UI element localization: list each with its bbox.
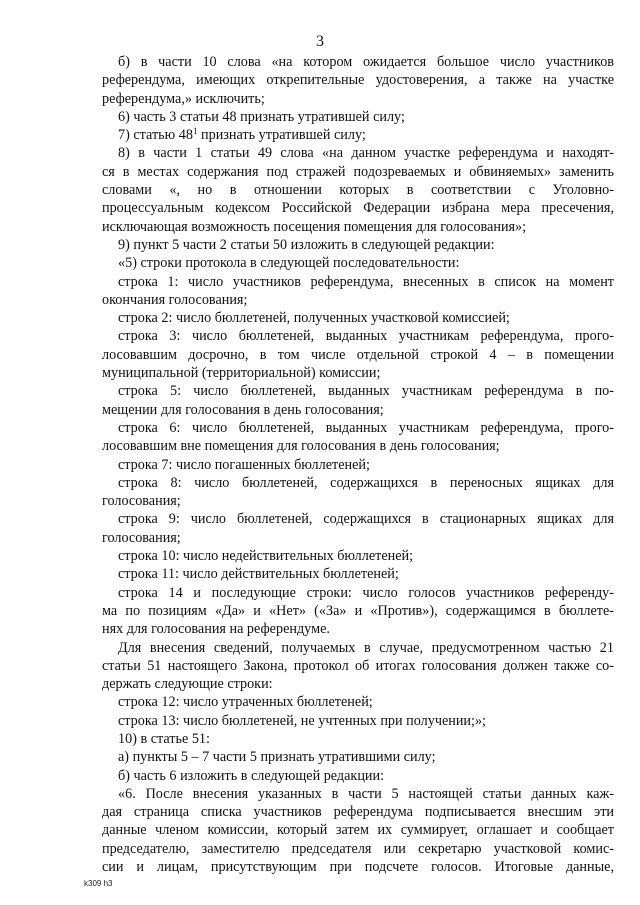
text-line (118, 693, 614, 711)
line-text: строка 13: число бюллетеней, не учтенных при получении;»; (118, 712, 487, 729)
text-line (102, 401, 614, 419)
line-text: нях для голосования на референдуме. (102, 621, 330, 638)
footer-code: k309 h3 (84, 879, 113, 888)
text-line (118, 53, 614, 71)
line-text: строка 8: число бюллетеней, содержащихся в переносных ящиках для (118, 474, 614, 491)
text-line (102, 71, 614, 89)
line-text: строка 11: число действительных бюллетеней; (118, 566, 399, 583)
line-text: мещении для голосования в день голосования; (102, 401, 384, 418)
line-text: муниципальной (территориальной) комиссии; (102, 365, 381, 382)
text-line (118, 126, 614, 144)
line-text: статьи 51 настоящего Закона, протокол об итогах голосования должен также со- (102, 657, 614, 674)
text-line (118, 584, 614, 602)
line-text: голосования; (102, 529, 181, 546)
text-line (102, 675, 614, 693)
line-text: голосования; (102, 493, 181, 510)
line-text: строка 1: число участников референдума, внесенных в список на момент (118, 273, 614, 290)
line-text: 7) статью 48 (118, 127, 193, 144)
text-line (118, 639, 614, 657)
text-line (118, 474, 614, 492)
text-line (118, 144, 614, 162)
text-line (102, 840, 614, 858)
text-line (118, 748, 614, 766)
text-line (118, 565, 614, 583)
line-text: строка 3: число бюллетеней, выданных участникам референдума, прого- (118, 328, 614, 345)
text-line (118, 767, 614, 785)
line-text: 9) пункт 5 части 2 статьи 50 изложить в следующей редакции: (118, 236, 495, 253)
text-line (118, 730, 614, 748)
text-line (118, 419, 614, 437)
text-line (102, 163, 614, 181)
line-text: б) часть 6 изложить в следующей редакции: (118, 767, 385, 784)
line-text: дая страница списка участников референдума подписывается внесшим эти (102, 804, 614, 821)
text-line (102, 90, 614, 108)
text-line (102, 529, 614, 547)
text-line (118, 382, 614, 400)
line-text: строка 2: число бюллетеней, полученных участковой комиссией; (118, 310, 510, 327)
line-text: б) в части 10 слова «на котором ожидается большое число участников (118, 54, 614, 70)
line-text: лосовавшим вне помещения для голосования в день голосования; (102, 438, 500, 455)
line-text: референдума,» исключить; (102, 90, 265, 107)
text-line (102, 821, 614, 839)
line-text: «6. После внесения указанных в части 5 настоящей статьи данных каж- (118, 785, 614, 802)
text-line (102, 437, 614, 455)
line-text: 10) в статье 51: (118, 730, 210, 747)
line-text: держать следующие строки: (102, 676, 273, 693)
line-text: строка 12: число утраченных бюллетеней; (118, 694, 373, 711)
text-line (102, 364, 614, 382)
text-line (118, 547, 614, 565)
line-text: строка 10: число недействительных бюллетеней; (118, 548, 414, 565)
text-line (102, 291, 614, 309)
line-text: а) пункты 5 – 7 части 5 признать утратившими силу; (118, 749, 436, 766)
text-line (102, 218, 614, 236)
line-text: данные членом комиссии, который затем их суммирует, оглашает и сообщает (102, 822, 614, 839)
text-line (118, 254, 614, 272)
line-text: окончания голосования; (102, 291, 248, 308)
line-text: 6) часть 3 статьи 48 признать утратившей силу; (118, 108, 405, 125)
line-text: Для внесения сведений, получаемых в случае, предусмотренном частью 21 (118, 639, 614, 656)
line-text: лосовавшим досрочно, в том числе отдельной строкой 4 – в помещении (102, 346, 614, 363)
text-line (102, 492, 614, 510)
line-text: ма по позициям «Да» и «Нет» («За» и «Против»), содержащимся в бюллете- (102, 602, 614, 619)
page-number: 3 (316, 33, 324, 50)
text-line (118, 309, 614, 327)
text-line (118, 327, 614, 345)
text-line (118, 108, 614, 126)
line-text: исключающая возможность посещения помещения для голосования»; (102, 218, 527, 235)
line-text: ся в местах содержания под стражей подозреваемых и обвиняемых» заменить (102, 163, 614, 180)
text-line (102, 803, 614, 821)
text-line (118, 510, 614, 528)
line-text-tail: признать утратившей силу; (197, 127, 366, 144)
line-text: строка 14 и последующие строки: число голосов участников референду- (118, 584, 614, 601)
line-text: «5) строки протокола в следующей последовательности: (118, 255, 460, 272)
text-line (118, 456, 614, 474)
superscript: 1 (192, 126, 198, 137)
line-text: процессуальным кодексом Российской Федерации избрана мера пресечения, (102, 200, 614, 217)
line-text: строка 5: число бюллетеней, выданных участникам референдума в по- (118, 383, 614, 400)
line-text: строка 9: число бюллетеней, содержащихся в стационарных ящиках для (118, 511, 614, 528)
line-text: строка 7: число погашенных бюллетеней; (118, 456, 370, 473)
line-text: председателю, заместителю председателя или секретарю участковой комис- (102, 840, 614, 857)
text-line (102, 657, 614, 675)
text-line (102, 620, 614, 638)
line-text: референдума, имеющих открепительные удостоверения, а также на участке (102, 72, 614, 89)
text-line (102, 199, 614, 217)
text-line (118, 236, 614, 254)
document-body (102, 53, 614, 876)
text-line (102, 858, 614, 876)
text-line (118, 785, 614, 803)
text-line (102, 602, 614, 620)
line-text: сии и лицам, присутствующим при подсчете голосов. Итоговые данные, (102, 859, 614, 876)
line-text: 8) в части 1 статьи 49 слова «на данном участке референдума и находят- (118, 145, 614, 162)
line-text: словами «, но в отношении которых в соответствии с Уголовно- (102, 182, 614, 199)
text-line (118, 273, 614, 291)
text-line (102, 346, 614, 364)
text-line (118, 712, 614, 730)
line-text: строка 6: число бюллетеней, выданных участникам референдума, прого- (118, 419, 614, 436)
text-line (102, 181, 614, 199)
